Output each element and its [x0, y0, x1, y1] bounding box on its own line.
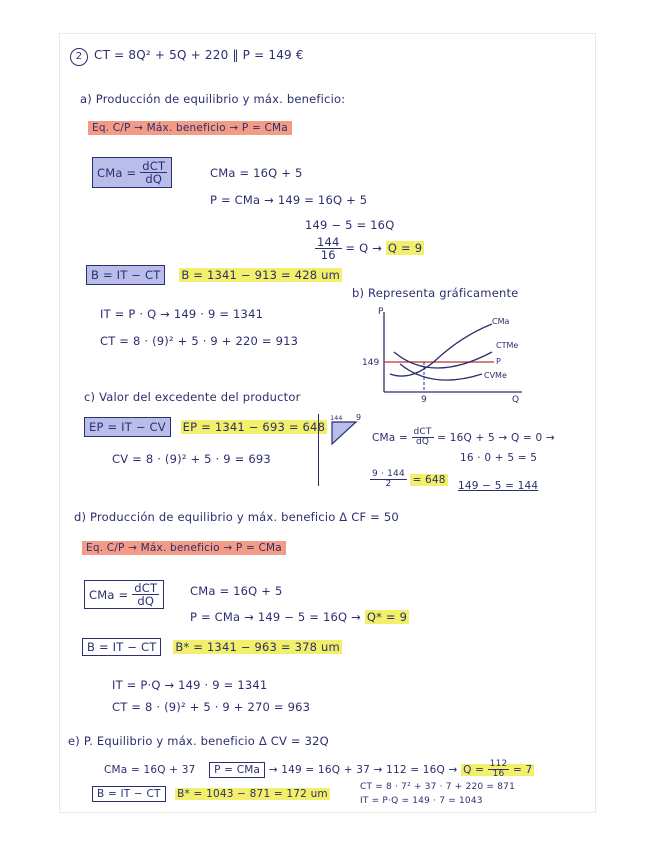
part-e-result: Q = $\frac{112}{16}$ = 7	[463, 759, 533, 780]
part-c-area-row: $\frac{9 \cdot 144}{2}$ = 648	[372, 469, 446, 490]
price-value: P = 149 €	[242, 48, 304, 62]
part-c-ep: EP = 1341 − 693 = 648	[182, 420, 326, 434]
part-c-ep-row	[84, 420, 327, 434]
part-a-step2: 149 − 5 = 16Q	[305, 218, 395, 232]
part-e-profit-box: B = IT − CT	[92, 786, 166, 802]
cvme-curve	[400, 364, 482, 380]
triangle-right-label: 9	[356, 413, 362, 422]
part-e-ct: CT = 8 · 7² + 37 · 7 + 220 = 871	[360, 782, 515, 792]
part-d-step: P = CMa → 149 − 5 = 16Q → Q* = 9	[190, 610, 408, 624]
part-e-box: P = CMa	[209, 762, 265, 778]
part-d-rule: Eq. C/P → Máx. beneficio → P = CMa	[82, 542, 286, 554]
part-c-cv: CV = 8 · (9)² + 5 · 9 = 693	[112, 452, 271, 466]
part-a-it: IT = P · Q → 149 · 9 = 1341	[100, 307, 264, 321]
part-c-title: c) Valor del excedente del productor	[84, 390, 301, 404]
part-c-diff: 149 − 5 = 144	[458, 480, 539, 492]
part-d-ct: CT = 8 · (9)² + 5 · 9 + 270 = 963	[112, 700, 311, 714]
triangle-top-label: 144	[330, 414, 343, 422]
ctme-label: CTMe	[496, 341, 519, 350]
part-a-step1: P = CMa → 149 = 16Q + 5	[210, 193, 368, 207]
part-c-divider	[318, 414, 319, 486]
separator: ‖	[232, 48, 239, 62]
part-a-step3: $\frac{144}{16}$ = Q → Q = 9	[317, 235, 423, 263]
part-e-title: e) P. Equilibrio y máx. beneficio Δ CV = 32Q	[68, 734, 329, 748]
part-c-cma-row: CMa = $\frac{\text{dCT}}{dQ}$ = 16Q + 5 → Q = 0 →	[372, 427, 555, 448]
cost-curves-graph	[342, 304, 532, 404]
problem-number: 2	[70, 48, 88, 66]
part-b-title: b) Representa gráficamente	[352, 286, 519, 300]
price-line-label: P	[496, 357, 501, 366]
surplus-triangle	[326, 412, 366, 452]
part-d-cma: CMa = 16Q + 5	[190, 584, 283, 598]
y-axis-label: P	[378, 307, 384, 317]
part-a-result: Q = 9	[387, 241, 423, 256]
part-d-it: IT = P·Q → 149 · 9 = 1341	[112, 678, 268, 692]
part-c-area-result: = 648	[412, 473, 446, 486]
notebook-page	[60, 34, 595, 812]
x-axis-label: Q	[512, 395, 520, 404]
problem-header	[70, 48, 304, 66]
part-e-row	[104, 760, 534, 780]
price-tick: 149	[362, 358, 380, 368]
cost-function: CT = 8Q² + 5Q + 220	[94, 48, 229, 62]
part-a-cma-definition: CMa = $\frac{\text{dCT}}{dQ}$	[92, 157, 172, 188]
part-d-profit-box: B = IT − CT	[82, 638, 161, 656]
part-e-profit-row	[92, 788, 330, 800]
part-e-cma: CMa = 16Q + 37	[104, 763, 196, 776]
part-a-profit: B = 1341 − 913 = 428 um	[181, 268, 340, 282]
part-e-profit: B* = 1043 − 871 = 172 um	[177, 788, 328, 800]
part-a-rule: Eq. C/P → Máx. beneficio → P = CMa	[88, 122, 292, 134]
part-a-ct: CT = 8 · (9)² + 5 · 9 + 220 = 913	[100, 334, 299, 348]
part-d-title: d) Producción de equilibrio y máx. beneficio Δ CF = 50	[74, 510, 399, 524]
part-e-step: → 149 = 16Q + 37 → 112 = 16Q →	[268, 763, 458, 776]
part-d-cma-definition: CMa = $\frac{\text{dCT}}{dQ}$	[84, 580, 164, 609]
part-a-title: a) Producción de equilibrio y máx. beneficio:	[80, 92, 346, 106]
triangle-shape	[332, 422, 356, 444]
part-c-ep-box: EP = IT − CV	[84, 417, 171, 437]
part-a-cma: CMa = 16Q + 5	[210, 166, 303, 180]
part-c-cma-eq2: 16 · 0 + 5 = 5	[460, 452, 538, 464]
part-a-profit-row	[86, 268, 342, 282]
part-d-result: Q* = 9	[366, 610, 408, 624]
part-d-profit: B* = 1341 − 963 = 378 um	[175, 640, 340, 654]
cma-label: CMa	[492, 317, 510, 326]
cvme-label: CVMe	[484, 371, 507, 380]
part-a-profit-box: B = IT − CT	[86, 265, 165, 285]
part-d-profit-row	[82, 640, 342, 654]
part-e-it: IT = P·Q = 149 · 7 = 1043	[360, 796, 483, 806]
q-tick: 9	[421, 395, 427, 404]
